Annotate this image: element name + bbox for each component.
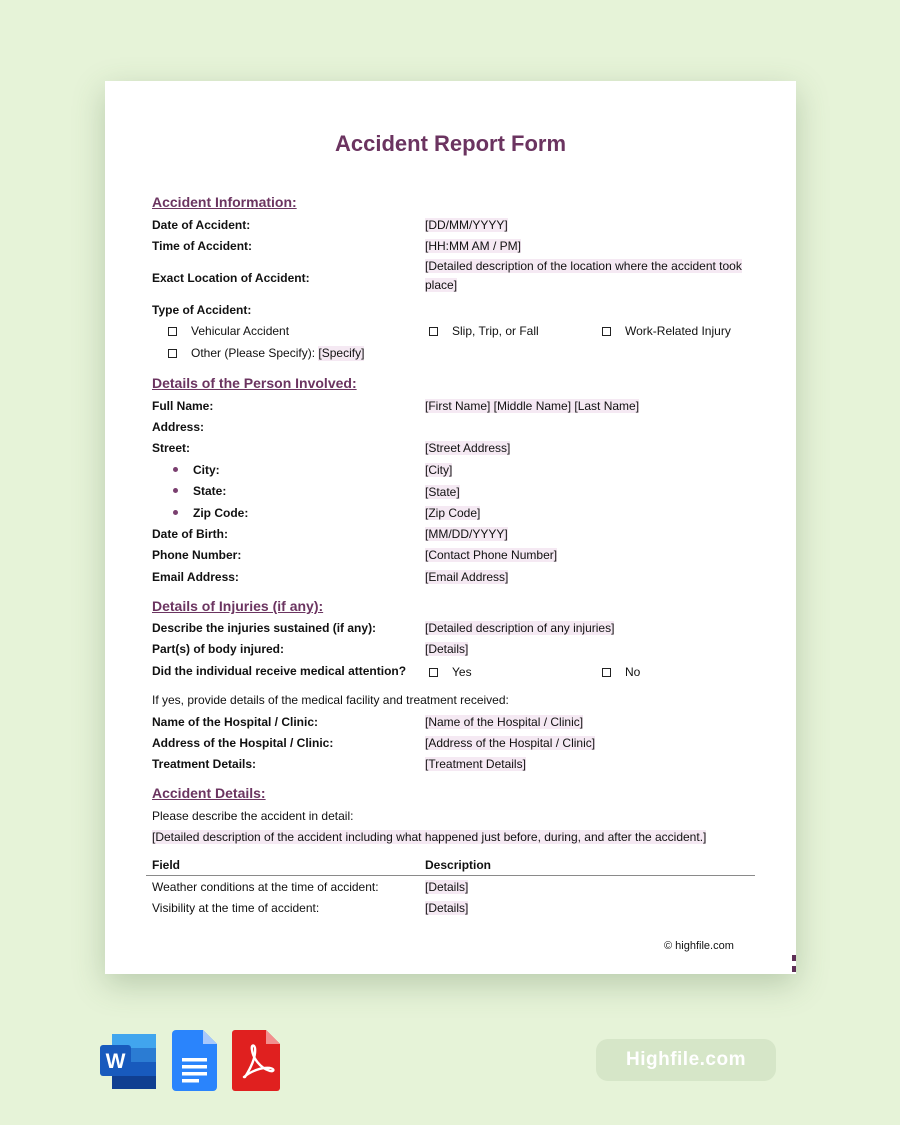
- pdf-icon[interactable]: [232, 1030, 280, 1091]
- other-specify-value[interactable]: [Specify]: [318, 346, 365, 360]
- if-yes-instruction: If yes, provide details of the medical facility and treatment received:: [152, 693, 509, 707]
- table-row-field: Weather conditions at the time of accident:: [152, 880, 379, 894]
- bullet-icon: [173, 488, 178, 493]
- city-label: City:: [193, 463, 220, 477]
- page-title: Accident Report Form: [334, 131, 567, 156]
- injuries-describe-label: Describe the injuries sustained (if any):: [152, 621, 377, 635]
- checkbox-medical-yes[interactable]: Yes: [429, 665, 472, 680]
- checkbox-icon[interactable]: [602, 327, 611, 336]
- zip-code-value[interactable]: [Zip Code]: [425, 506, 481, 520]
- hospital-name-value[interactable]: [Name of the Hospital / Clinic]: [425, 715, 584, 729]
- location-label: Exact Location of Accident:: [152, 271, 310, 285]
- medical-attention-label: Did the individual receive medical attention?: [152, 664, 407, 678]
- treatment-details-value[interactable]: [Treatment Details]: [425, 757, 526, 771]
- date-of-accident-label: Date of Accident:: [152, 218, 251, 232]
- checkbox-medical-no[interactable]: No: [602, 665, 640, 680]
- street-value[interactable]: [Street Address]: [425, 441, 511, 455]
- checkbox-work-related-injury[interactable]: Work-Related Injury: [602, 324, 731, 339]
- date-of-birth-label: Date of Birth:: [152, 527, 228, 541]
- copyright-footer: © highfile.com: [664, 940, 734, 952]
- corner-mark: [792, 955, 796, 961]
- checkbox-icon[interactable]: [429, 668, 438, 677]
- section-heading-person-involved: Details of the Person Involved:: [152, 375, 357, 391]
- injuries-describe-value[interactable]: [Detailed description of any injuries]: [425, 621, 615, 635]
- type-of-accident-label: Type of Accident:: [152, 303, 252, 317]
- section-heading-accident-details: Accident Details:: [152, 785, 266, 801]
- street-label: Street:: [152, 441, 191, 455]
- date-of-birth-value[interactable]: [MM/DD/YYYY]: [425, 527, 508, 541]
- email-address-value[interactable]: [Email Address]: [425, 570, 509, 584]
- full-name-label: Full Name:: [152, 399, 214, 413]
- bullet-icon: [173, 510, 178, 515]
- hospital-address-label: Address of the Hospital / Clinic:: [152, 736, 334, 750]
- table-row-description[interactable]: [Details]: [425, 901, 469, 915]
- location-value[interactable]: [Detailed description of the location where the accident took place]: [425, 259, 742, 292]
- time-of-accident-value[interactable]: [HH:MM AM / PM]: [425, 239, 521, 253]
- accident-details-prompt: Please describe the accident in detail:: [152, 809, 354, 823]
- body-parts-value[interactable]: [Details]: [425, 642, 469, 656]
- checkbox-other[interactable]: Other (Please Specify): [Specify]: [168, 346, 364, 361]
- table-header-field: Field: [152, 858, 181, 872]
- table-row-field: Visibility at the time of accident:: [152, 901, 320, 915]
- address-label: Address:: [152, 420, 205, 434]
- time-of-accident-label: Time of Accident:: [152, 239, 253, 253]
- checkbox-icon[interactable]: [168, 349, 177, 358]
- hospital-name-label: Name of the Hospital / Clinic:: [152, 715, 319, 729]
- state-label: State:: [193, 484, 227, 498]
- bullet-icon: [173, 467, 178, 472]
- checkbox-icon[interactable]: [168, 327, 177, 336]
- hospital-address-value[interactable]: [Address of the Hospital / Clinic]: [425, 736, 596, 750]
- city-value[interactable]: [City]: [425, 463, 453, 477]
- state-value[interactable]: [State]: [425, 485, 460, 499]
- section-heading-accident-information: Accident Information:: [152, 194, 297, 210]
- table-header-description: Description: [425, 858, 492, 872]
- treatment-details-label: Treatment Details:: [152, 757, 257, 771]
- table-row-description[interactable]: [Details]: [425, 880, 469, 894]
- body-parts-label: Part(s) of body injured:: [152, 642, 284, 656]
- brand-badge[interactable]: Highfile.com: [596, 1039, 776, 1081]
- phone-number-label: Phone Number:: [152, 548, 242, 562]
- accident-details-description[interactable]: [Detailed description of the accident including what happened just before, during, and after the accident.]: [152, 830, 707, 844]
- checkbox-slip-trip-fall[interactable]: Slip, Trip, or Fall: [429, 324, 539, 339]
- corner-mark: [792, 966, 796, 972]
- word-icon[interactable]: [100, 1032, 157, 1090]
- table-divider: [146, 875, 755, 876]
- date-of-accident-value[interactable]: [DD/MM/YYYY]: [425, 218, 508, 232]
- checkbox-icon[interactable]: [602, 668, 611, 677]
- section-heading-injuries: Details of Injuries (if any):: [152, 598, 324, 614]
- phone-number-value[interactable]: [Contact Phone Number]: [425, 548, 558, 562]
- email-address-label: Email Address:: [152, 570, 239, 584]
- svg-text:W: W: [105, 1050, 126, 1073]
- full-name-value[interactable]: [First Name] [Middle Name] [Last Name]: [425, 399, 640, 413]
- checkbox-vehicular-accident[interactable]: Vehicular Accident: [168, 324, 289, 339]
- checkbox-icon[interactable]: [429, 327, 438, 336]
- document-page: [105, 81, 796, 974]
- zip-code-label: Zip Code:: [193, 506, 249, 520]
- google-docs-icon[interactable]: [172, 1030, 217, 1091]
